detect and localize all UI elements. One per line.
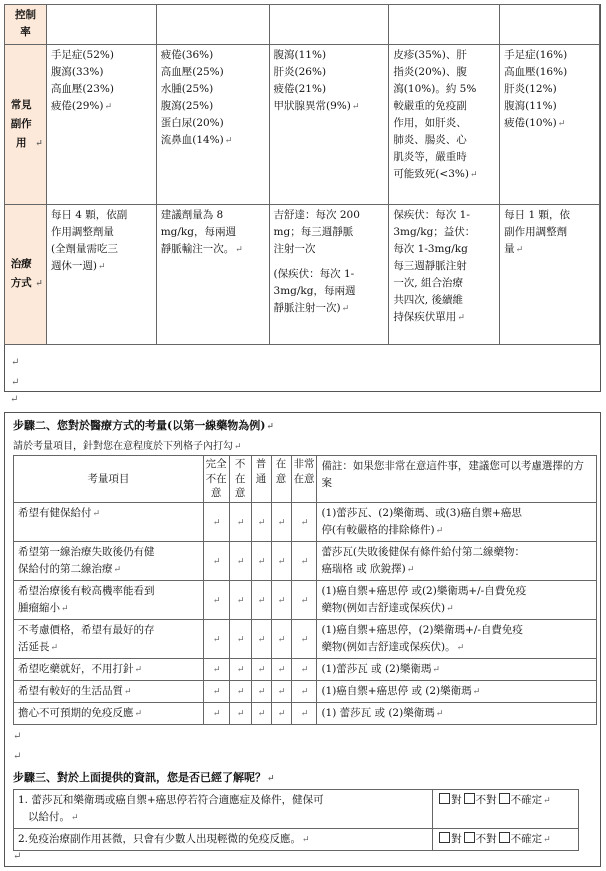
consideration-item [14, 581, 204, 620]
side-effects-cell-4 [389, 44, 500, 204]
rating-cell[interactable] [271, 503, 291, 542]
consideration-note [317, 503, 597, 542]
consideration-note-text: (1) 蕾莎瓦 或 (2)樂衛瑪↵ [321, 707, 444, 720]
consideration-note-text: (1)蕾莎瓦 或 (2)樂衛瑪↵ [321, 663, 440, 676]
question-row [14, 790, 579, 829]
side-effect-line: 作用，如肝炎、 [393, 116, 467, 129]
paragraph-mark: ↵ [61, 604, 69, 615]
rating-cell[interactable] [229, 659, 251, 681]
paragraph-mark: ↵ [50, 643, 59, 654]
side-effect-line: 腹瀉(11%) [504, 99, 557, 112]
answer-option-label: 不對 [475, 794, 497, 806]
consideration-note [317, 703, 597, 725]
paragraph-mark: ↵ [13, 731, 22, 742]
treatment-line: 每三週靜脈注射 [393, 259, 467, 272]
consideration-item [14, 503, 204, 542]
paragraph-mark: ↵ [257, 665, 266, 676]
consideration-note-text: (1)蕾莎瓦、(2)樂衛瑪、或(3)癌自禦+癌思 [321, 507, 522, 520]
side-effect-line: 瀉(10%)。約 5% [393, 82, 477, 95]
paragraph-mark: ↵ [224, 135, 233, 146]
rating-cell[interactable] [229, 620, 251, 659]
side-effect-line: 疲倦(29%)↵ [50, 99, 113, 112]
side-effect-line: 肺炎、腸炎、心 [393, 133, 467, 146]
very-care-header: 非常在意 [291, 456, 317, 503]
consideration-row [14, 681, 597, 703]
paragraph-mark: ↵ [236, 665, 245, 676]
paragraph-mark: ↵ [134, 665, 143, 676]
treatment-line: 3mg/kg，每兩週 [273, 284, 356, 297]
rating-cell[interactable] [203, 542, 229, 581]
paragraph-mark: ↵ [257, 634, 266, 645]
paragraph-mark: ↵ [543, 835, 551, 845]
paragraph-mark: ↵ [257, 687, 266, 698]
consideration-row [14, 703, 597, 725]
rating-cell[interactable] [271, 659, 291, 681]
paragraph-mark: ↵ [300, 709, 309, 720]
paragraph-mark: ↵ [236, 634, 245, 645]
rating-cell[interactable] [251, 659, 271, 681]
side-effect-line: 疲倦(36%) [160, 48, 214, 61]
side-effect-line: 肝炎(12%) [504, 82, 557, 95]
consideration-item-text: 希望有健保給付↵ [18, 507, 101, 520]
rating-cell[interactable] [251, 620, 271, 659]
rating-cell[interactable] [271, 620, 291, 659]
treatment-line: 週休一週)↵ [50, 259, 106, 272]
step3-title: 步驟三、對於上面提供的資訊，您是否已經了解呢？↵ [13, 771, 275, 784]
top-table-frame [4, 4, 601, 392]
question-text [14, 790, 433, 829]
consideration-note-text: (1)癌自禦+癌思停，(2)樂衛瑪+/-自費免疫 [321, 624, 523, 637]
paragraph-mark: ↵ [212, 687, 221, 698]
answer-options [433, 790, 579, 829]
paragraph-mark: ↵ [236, 595, 245, 606]
question-text [14, 829, 433, 851]
side-effects-header: 常見副作用 ↵ [5, 44, 47, 204]
answer-checkbox[interactable] [464, 793, 475, 804]
treatment-line: (全劑量需吃三 [50, 242, 119, 255]
treatment-line: 3mg/kg；益伏： [393, 225, 476, 238]
treatment-line: 一次, 組合治療 [393, 276, 463, 289]
rating-cell[interactable] [291, 542, 317, 581]
treatment-line: 每日 1 顆，依 [504, 208, 571, 221]
treatment-line: 量↵ [504, 242, 524, 255]
control-rate-cell [500, 5, 600, 45]
treatment-line: 作用調整劑量 [50, 225, 114, 238]
consideration-header-row [14, 456, 597, 503]
paragraph-mark: ↵ [300, 687, 309, 698]
paragraph-mark: ↵ [236, 687, 245, 698]
control-rate-row [5, 5, 600, 45]
paragraph-mark: ↵ [257, 595, 266, 606]
paragraph-mark: ↵ [277, 517, 286, 528]
question-line: 2.免疫治療副作用甚微，只會有少數人出現輕微的免疫反應。↵ [18, 833, 310, 845]
not-at-all-header: 完全不在意 [203, 456, 229, 503]
treatment-line: 注射一次 [273, 242, 316, 255]
control-rate-cell [269, 5, 389, 45]
paragraph-mark: ↵ [235, 244, 243, 255]
rating-cell[interactable] [271, 542, 291, 581]
consideration-note [317, 581, 597, 620]
side-effect-line: 水腫(25%) [160, 82, 214, 95]
question-row [14, 829, 579, 851]
paragraph-mark: ↵ [472, 687, 481, 698]
paragraph-mark: ↵ [469, 169, 478, 180]
answer-checkbox[interactable] [439, 793, 450, 804]
control-rate-cell [46, 5, 156, 45]
paragraph-mark: ↵ [446, 604, 454, 615]
answer-option-label: 不確定 [510, 833, 543, 845]
side-effect-line: 高血壓(23%) [50, 82, 114, 95]
consideration-row [14, 620, 597, 659]
side-effect-line: 疲倦(21%) [273, 82, 327, 95]
paragraph-mark: ↵ [71, 813, 79, 823]
side-effect-line: 甲狀腺異常(9%)↵ [273, 99, 360, 112]
paragraph-mark: ↵ [515, 244, 524, 255]
rating-cell[interactable] [251, 503, 271, 542]
paragraph-mark: ↵ [277, 665, 286, 676]
side-effect-line: 肝炎(26%) [273, 65, 327, 78]
consideration-row [14, 659, 597, 681]
consideration-note-text: 停(有較嚴格的排除條件)↵ [321, 524, 444, 537]
rating-cell[interactable] [291, 659, 317, 681]
treatment-line: 靜脈輸注一次。↵ [160, 242, 243, 255]
side-effect-line: 指炎(20%)、腹 [393, 65, 467, 78]
consideration-item-text: 保給付的第二線治療↵ [18, 563, 122, 576]
side-effect-line: 高血壓(25%) [160, 65, 224, 78]
consideration-item-text: 希望治療後有較高機率能看到 [18, 585, 155, 598]
answer-checkbox[interactable] [439, 832, 450, 843]
consideration-item-text: 希望吃藥就好，不用打針↵ [18, 663, 143, 676]
side-effect-line: 可能致死(<3%)↵ [393, 167, 478, 180]
control-rate-cell [389, 5, 500, 45]
treatment-line [274, 258, 385, 266]
paragraph-mark: ↵ [134, 709, 143, 720]
paragraph-mark: ↵ [557, 118, 566, 129]
side-effects-cell-2 [156, 44, 269, 204]
step2-instruction: 請於考量項目，針對您在意程度於下列格子內打勾↵ [13, 441, 242, 452]
paragraph-mark: ↵ [124, 687, 132, 698]
consideration-note [317, 681, 597, 703]
drug-comparison-table [4, 4, 600, 345]
consideration-note-text: 藥物(例如吉舒達或保疾伏)↵ [321, 602, 454, 615]
paragraph-mark: ↵ [435, 709, 444, 720]
paragraph-mark: ↵ [457, 312, 465, 323]
rating-cell[interactable] [229, 703, 251, 725]
rating-cell[interactable] [251, 681, 271, 703]
consideration-note-text: (1)癌自禦+癌思停 或 (2)樂衛瑪↵ [321, 685, 481, 698]
side-effects-cell-1 [46, 44, 156, 204]
rating-cell[interactable] [229, 681, 251, 703]
side-effect-line: 腹瀉(11%) [273, 48, 327, 61]
consideration-note [317, 620, 597, 659]
consideration-note [317, 542, 597, 581]
answer-options [433, 829, 579, 851]
consideration-item [14, 542, 204, 581]
side-effect-line: 手足症(52%) [50, 48, 114, 61]
consideration-item-text: 擔心不可預期的免疫反應↵ [18, 707, 143, 720]
consideration-row [14, 581, 597, 620]
consideration-row [14, 542, 597, 581]
treatment-line: 每次 1-3mg/kg [393, 242, 468, 255]
rating-cell[interactable] [229, 542, 251, 581]
treatment-cell-1 [46, 204, 156, 344]
paragraph-mark: ↵ [277, 595, 286, 606]
rating-cell[interactable] [271, 681, 291, 703]
treatment-line: 建議劑量為 8 [160, 208, 224, 221]
consideration-item-text: 活延長↵ [18, 641, 59, 654]
consideration-row [14, 503, 597, 542]
consideration-item-text: 不考慮價格，希望有最好的存 [18, 624, 155, 637]
treatment-line: mg；每三週靜脈 [273, 225, 354, 238]
rating-cell[interactable] [291, 681, 317, 703]
item-header: 考量項目 [14, 456, 204, 503]
paragraph-mark: ↵ [302, 835, 310, 845]
steps-frame [4, 412, 601, 867]
paragraph-mark: ↵ [456, 643, 465, 654]
rating-cell[interactable] [203, 503, 229, 542]
rating-cell[interactable] [251, 703, 271, 725]
paragraph-mark: ↵ [432, 665, 440, 676]
treatment-header: 治療方式 ↵ [5, 204, 47, 344]
treatment-line: 每日 4 顆，依副 [50, 208, 128, 221]
side-effect-line: 腹瀉(33%) [50, 65, 104, 78]
treatment-line: 吉舒達：每次 200 [273, 208, 360, 221]
side-effect-line: 手足症(16%) [504, 48, 568, 61]
treatment-cell-4 [389, 204, 500, 344]
rating-cell[interactable] [203, 620, 229, 659]
care-header: 在意 [271, 456, 291, 503]
answer-checkbox[interactable] [499, 793, 510, 804]
rating-cell[interactable] [251, 542, 271, 581]
treatment-line: (保疾伏：每次 1- [273, 267, 355, 280]
paragraph-mark: ↵ [13, 751, 22, 762]
question-line: 以給付。↵ [28, 811, 79, 823]
paragraph-mark: ↵ [543, 796, 551, 806]
side-effect-line: 高血壓(16%) [504, 65, 568, 78]
understanding-table [13, 789, 579, 851]
paragraph-mark: ↵ [277, 556, 286, 567]
paragraph-mark: ↵ [113, 565, 122, 576]
paragraph-mark: ↵ [11, 377, 20, 388]
step2-title: 步驟二、您對於醫療方式的考量(以第一線藥物為例)↵ [13, 419, 274, 432]
side-effects-cell-3 [269, 44, 389, 204]
side-effect-line: 疲倦(10%)↵ [504, 116, 566, 129]
consideration-note [317, 659, 597, 681]
treatment-line: 共四次, 後續維 [393, 293, 463, 306]
paragraph-mark: ↵ [212, 634, 221, 645]
answer-option-label: 不對 [475, 833, 497, 845]
paragraph-mark: ↵ [212, 556, 221, 567]
paragraph-mark: ↵ [92, 509, 101, 520]
rating-cell[interactable] [271, 581, 291, 620]
consideration-note-text: 藥物(例如吉舒達或保疾伏)。↵ [321, 641, 465, 654]
paragraph-mark: ↵ [257, 556, 266, 567]
rating-cell[interactable] [291, 503, 317, 542]
paragraph-mark: ↵ [300, 517, 309, 528]
note-header: 備註：如果您非常在意這件事，建議您可以考慮選擇的方案 [317, 456, 597, 503]
paragraph-mark: ↵ [341, 303, 350, 314]
consideration-note-text: (1)癌自禦+癌思停 或(2)樂衛瑪+/-自費免疫 [321, 585, 527, 598]
consideration-item [14, 703, 204, 725]
paragraph-mark: ↵ [212, 517, 221, 528]
paragraph-mark: ↵ [300, 665, 309, 676]
paragraph-mark: ↵ [300, 634, 309, 645]
rating-cell[interactable] [203, 659, 229, 681]
neutral-header: 普通 [251, 456, 271, 503]
paragraph-mark: ↵ [257, 517, 266, 528]
treatment-line: 靜脈注射一次)↵ [273, 301, 350, 314]
consideration-note-text: 癌瑞格 或 欣銳擇)↵ [321, 563, 415, 576]
paragraph-mark: ↵ [11, 357, 20, 368]
side-effect-line: 蛋白尿(20%) [160, 116, 224, 129]
paragraph-mark: ↵ [212, 709, 221, 720]
paragraph-mark: ↵ [435, 526, 444, 537]
paragraph-mark: ↵ [300, 556, 309, 567]
paragraph-mark: ↵ [277, 634, 286, 645]
side-effects-row [5, 44, 600, 204]
paragraph-mark: ↵ [212, 665, 221, 676]
consideration-item-text: 腫瘤縮小↵ [18, 602, 69, 615]
treatment-cell-5 [500, 204, 600, 344]
side-effect-line: 流鼻血(14%)↵ [160, 133, 233, 146]
paragraph-mark: ↵ [10, 394, 19, 405]
consideration-item [14, 620, 204, 659]
paragraph-mark: ↵ [257, 709, 266, 720]
side-effect-line: 肌炎等，嚴重時 [393, 150, 467, 163]
treatment-line: 保疾伏：每次 1- [393, 208, 470, 221]
rating-cell[interactable] [203, 581, 229, 620]
treatment-line: mg/kg，每兩週 [160, 225, 237, 238]
paragraph-mark: ↵ [351, 101, 360, 112]
answer-option-label: 對 [451, 794, 462, 806]
answer-checkbox[interactable] [464, 832, 475, 843]
paragraph-mark: ↵ [13, 851, 22, 862]
consideration-item [14, 659, 204, 681]
paragraph-mark: ↵ [236, 517, 245, 528]
side-effects-cell-5 [500, 44, 600, 204]
rating-cell[interactable] [291, 581, 317, 620]
rating-cell[interactable] [229, 503, 251, 542]
treatment-cell-2 [156, 204, 269, 344]
control-rate-header: 控制率 [5, 5, 47, 45]
treatment-cell-3 [269, 204, 389, 344]
rating-cell[interactable] [203, 703, 229, 725]
control-rate-cell [156, 5, 269, 45]
paragraph-mark: ↵ [277, 687, 286, 698]
paragraph-mark: ↵ [104, 101, 113, 112]
paragraph-mark: ↵ [300, 595, 309, 606]
rating-cell[interactable] [291, 703, 317, 725]
consideration-item [14, 681, 204, 703]
answer-checkbox[interactable] [499, 832, 510, 843]
consideration-note-text: 蕾莎瓦(失敗後健保有條件給付第二線藥物： [321, 546, 526, 559]
consideration-item-text: 希望第一線治療失敗後仍有健 [18, 546, 155, 559]
answer-option-label: 不確定 [510, 794, 543, 806]
consideration-item-text: 希望有較好的生活品質↵ [18, 685, 132, 698]
treatment-line: 副作用調整劑 [504, 225, 568, 238]
answer-option-label: 對 [451, 833, 462, 845]
paragraph-mark: ↵ [236, 556, 245, 567]
paragraph-mark: ↵ [277, 709, 286, 720]
question-line: 1. 蕾莎瓦和樂衛瑪或癌自禦+癌思停若符合適應症及條件，健保可 [18, 794, 324, 806]
side-effect-line: 腹瀉(25%) [160, 99, 214, 112]
consideration-table [13, 455, 597, 725]
rating-cell[interactable] [251, 581, 271, 620]
paragraph-mark: ↵ [212, 595, 221, 606]
rating-cell[interactable] [229, 581, 251, 620]
paragraph-mark: ↵ [236, 709, 245, 720]
paragraph-mark: ↵ [98, 261, 106, 272]
rating-cell[interactable] [291, 620, 317, 659]
treatment-line: 持保疾伏單用↵ [393, 310, 465, 323]
paragraph-mark: ↵ [406, 565, 415, 576]
side-effect-line: 皮疹(35%)、肝 [393, 48, 467, 61]
rating-cell[interactable] [203, 681, 229, 703]
not-care-header: 不在意 [229, 456, 251, 503]
side-effect-line: 較嚴重的免疫副 [393, 99, 467, 112]
rating-cell[interactable] [271, 703, 291, 725]
treatment-row [5, 204, 600, 344]
